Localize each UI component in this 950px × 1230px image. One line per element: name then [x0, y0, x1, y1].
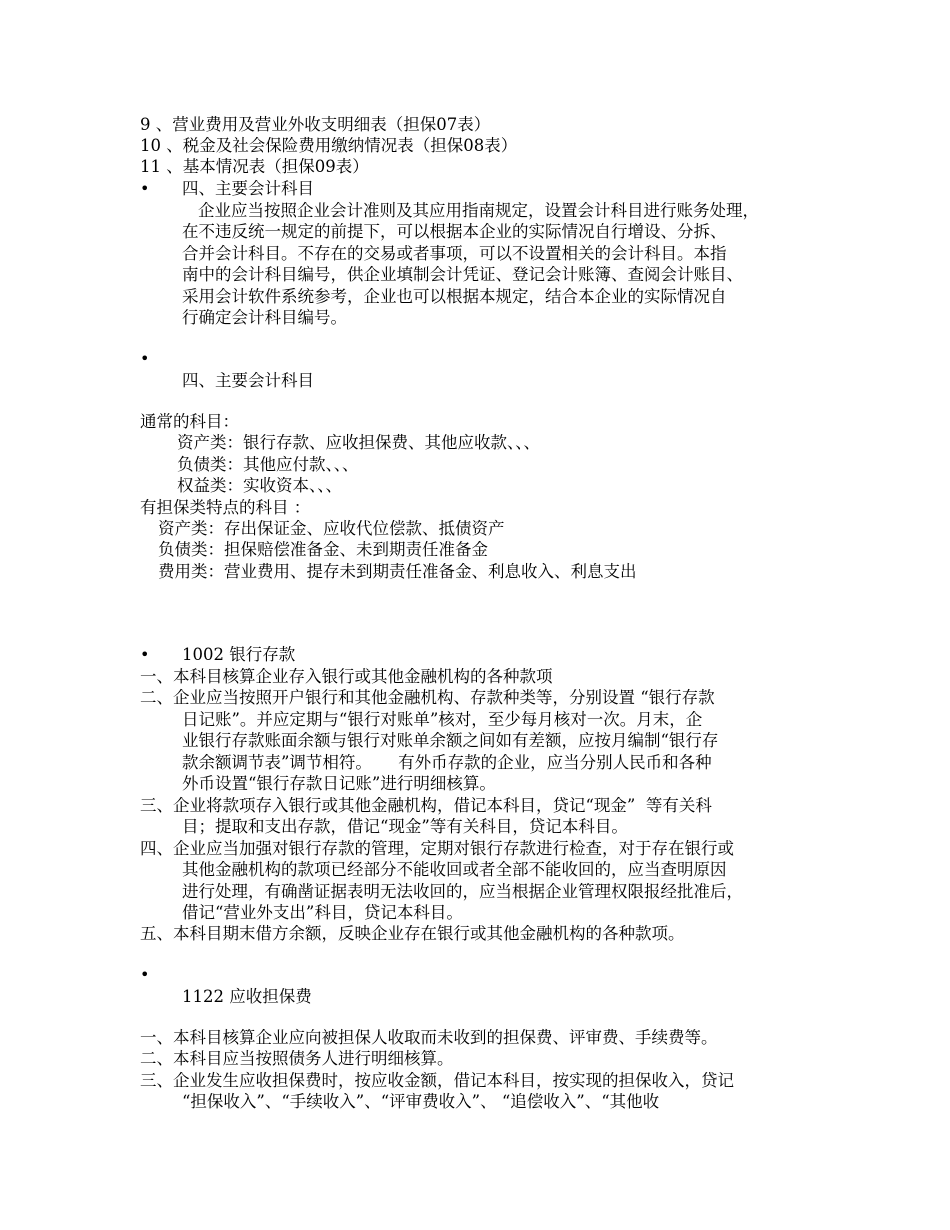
bullet-icon: • [140, 179, 150, 198]
paragraph-line: 采用会计软件系统参考，企业也可以根据本规定，结合本企业的实际情况自 [182, 287, 727, 306]
rule-line: “担保收入”、“手续收入”、“评审费收入”、 “追偿收入”、“其他收 [182, 1092, 660, 1111]
rule-line: 一、本科目核算企业存入银行或其他金融机构的各种款项 [140, 667, 553, 686]
toc-item-11: 11 、基本情况表（担保09表） [140, 157, 369, 176]
rule-line: 外币设置“银行存款日记账”进行明细核算。 [182, 774, 496, 793]
rule-line: 一、本科目核算企业应向被担保人收取而未收到的担保费、评审费、手续费等。 [140, 1028, 718, 1047]
subject-line: 资产类：存出保证金、应收代位偿款、抵债资产 [158, 519, 505, 538]
rule-line: 目；提取和支出存款，借记“现金”等有关科目，贷记本科目。 [182, 817, 628, 836]
section-heading: 四、主要会计科目 [182, 371, 314, 390]
section-heading: 1122 应收担保费 [182, 987, 312, 1006]
rule-line: 三、企业发生应收担保费时，按应收金额，借记本科目，按实现的担保收入，贷记 [140, 1071, 734, 1090]
paragraph-line: 合并会计科目。不存在的交易或者事项，可以不设置相关的会计科目。本指 [182, 244, 727, 263]
toc-item-9: 9 、营业费用及营业外收支明细表（担保07表） [140, 115, 491, 134]
paragraph-line: 企业应当按照企业会计准则及其应用指南规定，设置会计科目进行账务处理， [198, 201, 759, 220]
bullet-icon: • [140, 645, 150, 664]
rule-line: 借记“营业外支出”科目，贷记本科目。 [182, 903, 463, 922]
subject-line: 权益类：实收资本、、、 [177, 476, 342, 495]
rule-line: 二、企业应当按照开户银行和其他金融机构、存款种类等，分别设置 “银行存款 [140, 688, 715, 707]
subheading-special: 有担保类特点的科目 ： [140, 498, 311, 517]
rule-line: 日记账”。并应定期与“银行对账单”核对，至少每月核对一次。月末，企 [182, 710, 703, 729]
subject-line: 资产类：银行存款、应收担保费、其他应收款、、、 [177, 433, 540, 452]
subheading-common: 通常的科目： [140, 412, 239, 431]
rule-line: 二、本科目应当按照债务人进行明细核算。 [140, 1049, 454, 1068]
paragraph-line: 南中的会计科目编号，供企业填制会计凭证、登记会计账簿、查阅会计账目、 [182, 265, 743, 284]
toc-item-10: 10 、税金及社会保险费用缴纳情况表（担保08表） [140, 136, 518, 155]
rule-line: 四、企业应当加强对银行存款的管理，定期对银行存款进行检查，对于存在银行或 [140, 839, 734, 858]
bullet-icon: • [140, 965, 150, 984]
rule-line: 三、企业将款项存入银行或其他金融机构，借记本科目，贷记“现金” 等有关科 [140, 796, 712, 815]
paragraph-line: 在不违反统一规定的前提下，可以根据本企业的实际情况自行增设、分拆、 [182, 222, 727, 241]
rule-line: 款余额调节表”调节相符。 有外币存款的企业，应当分别人民币和各种 [182, 753, 712, 772]
subject-line: 费用类：营业费用、提存未到期责任准备金、利息收入、利息支出 [158, 562, 637, 581]
subject-line: 负债类：其他应付款、、、 [177, 455, 359, 474]
rule-line: 其他金融机构的款项已经部分不能收回或者全部不能收回的，应当查明原因 [182, 860, 727, 879]
subject-line: 负债类：担保赔偿准备金、未到期责任准备金 [158, 540, 488, 559]
rule-line: 业银行存款账面余额与银行对账单余额之间如有差额，应按月编制“银行存 [182, 731, 719, 750]
section-heading: 四、主要会计科目 [182, 179, 314, 198]
bullet-icon: • [140, 349, 150, 368]
paragraph-line: 行确定会计科目编号。 [182, 308, 347, 327]
section-heading: 1002 银行存款 [182, 645, 296, 664]
rule-line: 进行处理，有确凿证据表明无法收回的，应当根据企业管理权限报经批准后， [182, 882, 743, 901]
rule-line: 五、本科目期末借方余额，反映企业存在银行或其他金融机构的各种款项。 [140, 924, 685, 943]
